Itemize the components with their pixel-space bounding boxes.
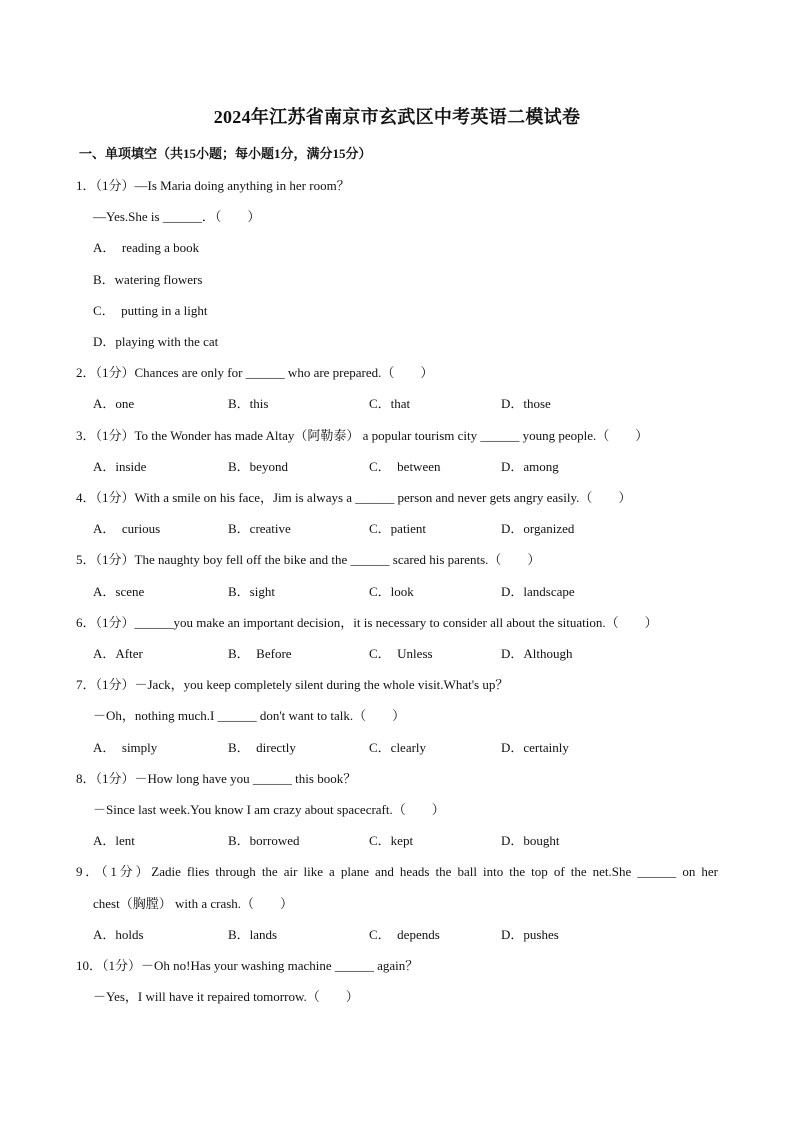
question-9-option-c: C． depends [369,927,440,942]
question-3-option-d: D．among [501,459,559,474]
question-4-stem: 4．（1分）With a smile on his face，Jim is always a ______ person and never gets angry easily.（ ） [76,490,632,505]
question-1-stem-2: —Yes.She is ______．（ ） [93,209,261,224]
question-3-option-c: C． between [369,459,441,474]
question-7-option-a: A． simply [93,740,158,755]
question-1-option-d: D．playing with the cat [93,334,219,349]
question-9-stem-2: chest（胸膛） with a crash.（ ） [93,896,294,911]
question-4-option-b: B．creative [228,521,291,536]
question-6-option-c: C． Unless [369,646,433,661]
question-7-option-c: C．clearly [369,740,427,755]
question-8-stem-2: －Since last week.You know I am crazy about spacecraft.（ ） [93,802,445,817]
question-2-option-d: D．those [501,396,551,411]
section-heading: 一、单项填空（共15小题；每小题1分，满分15分） [79,146,372,161]
question-8-stem: 8．（1分）－How long have you ______ this book？ [76,771,357,786]
question-6-option-b: B． Before [228,646,292,661]
question-7-stem: 7．（1分）－Jack，you keep completely silent during the whole visit.What's up？ [76,677,509,692]
question-2-option-b: B．this [228,396,269,411]
question-3-stem: 3．（1分）To the Wonder has made Altay（阿勒泰） a popular tourism city ______ young people.（ ） [76,428,649,443]
question-1-option-c: C． putting in a light [93,303,208,318]
question-5-option-a: A．scene [93,584,145,599]
question-3-option-a: A．inside [93,459,147,474]
question-7-option-b: B． directly [228,740,296,755]
question-6-option-a: A．After [93,646,143,661]
question-5-option-c: C．look [369,584,414,599]
question-10-stem-2: －Yes，I will have it repaired tomorrow.（ ） [93,989,359,1004]
question-4-option-a: A． curious [93,521,161,536]
question-5-stem: 5．（1分）The naughty boy fell off the bike and the ______ scared his parents.（ ） [76,552,541,567]
question-1-option-b: B．watering flowers [93,272,203,287]
question-4-option-c: C．patient [369,521,427,536]
question-2-option-c: C．that [369,396,411,411]
question-7-option-d: D．certainly [501,740,569,755]
page-title: 2024年江苏省南京市玄武区中考英语二模试卷 [213,107,581,127]
question-6-option-d: D．Although [501,646,573,661]
question-4-option-d: D．organized [501,521,575,536]
question-9-option-d: D．pushes [501,927,559,942]
question-5-option-d: D．landscape [501,584,575,599]
question-8-option-c: C．kept [369,833,414,848]
question-9-stem: 9．（1分）Zadie flies through the air like a plane and heads the ball into the top of the net.She ______ on her [76,864,718,879]
question-10-stem: 10．（1分）－Oh no!Has your washing machine ______ again？ [76,958,419,973]
question-8-option-b: B．borrowed [228,833,300,848]
question-2-stem: 2．（1分）Chances are only for ______ who are prepared.（ ） [76,365,434,380]
question-6-stem: 6．（1分）______you make an important decision，it is necessary to consider all about the situation.（ ） [76,615,658,630]
question-2-option-a: A．one [93,396,135,411]
question-9-option-b: B．lands [228,927,278,942]
question-8-option-a: A．lent [93,833,135,848]
question-5-option-b: B．sight [228,584,275,599]
question-1-stem: 1．（1分）—Is Maria doing anything in her room？ [76,178,350,193]
question-7-stem-2: －Oh，nothing much.I ______ don't want to talk.（ ） [93,708,406,723]
question-1-option-a: A． reading a book [93,240,200,255]
question-9-option-a: A．holds [93,927,144,942]
question-8-option-d: D．bought [501,833,560,848]
question-3-option-b: B．beyond [228,459,288,474]
